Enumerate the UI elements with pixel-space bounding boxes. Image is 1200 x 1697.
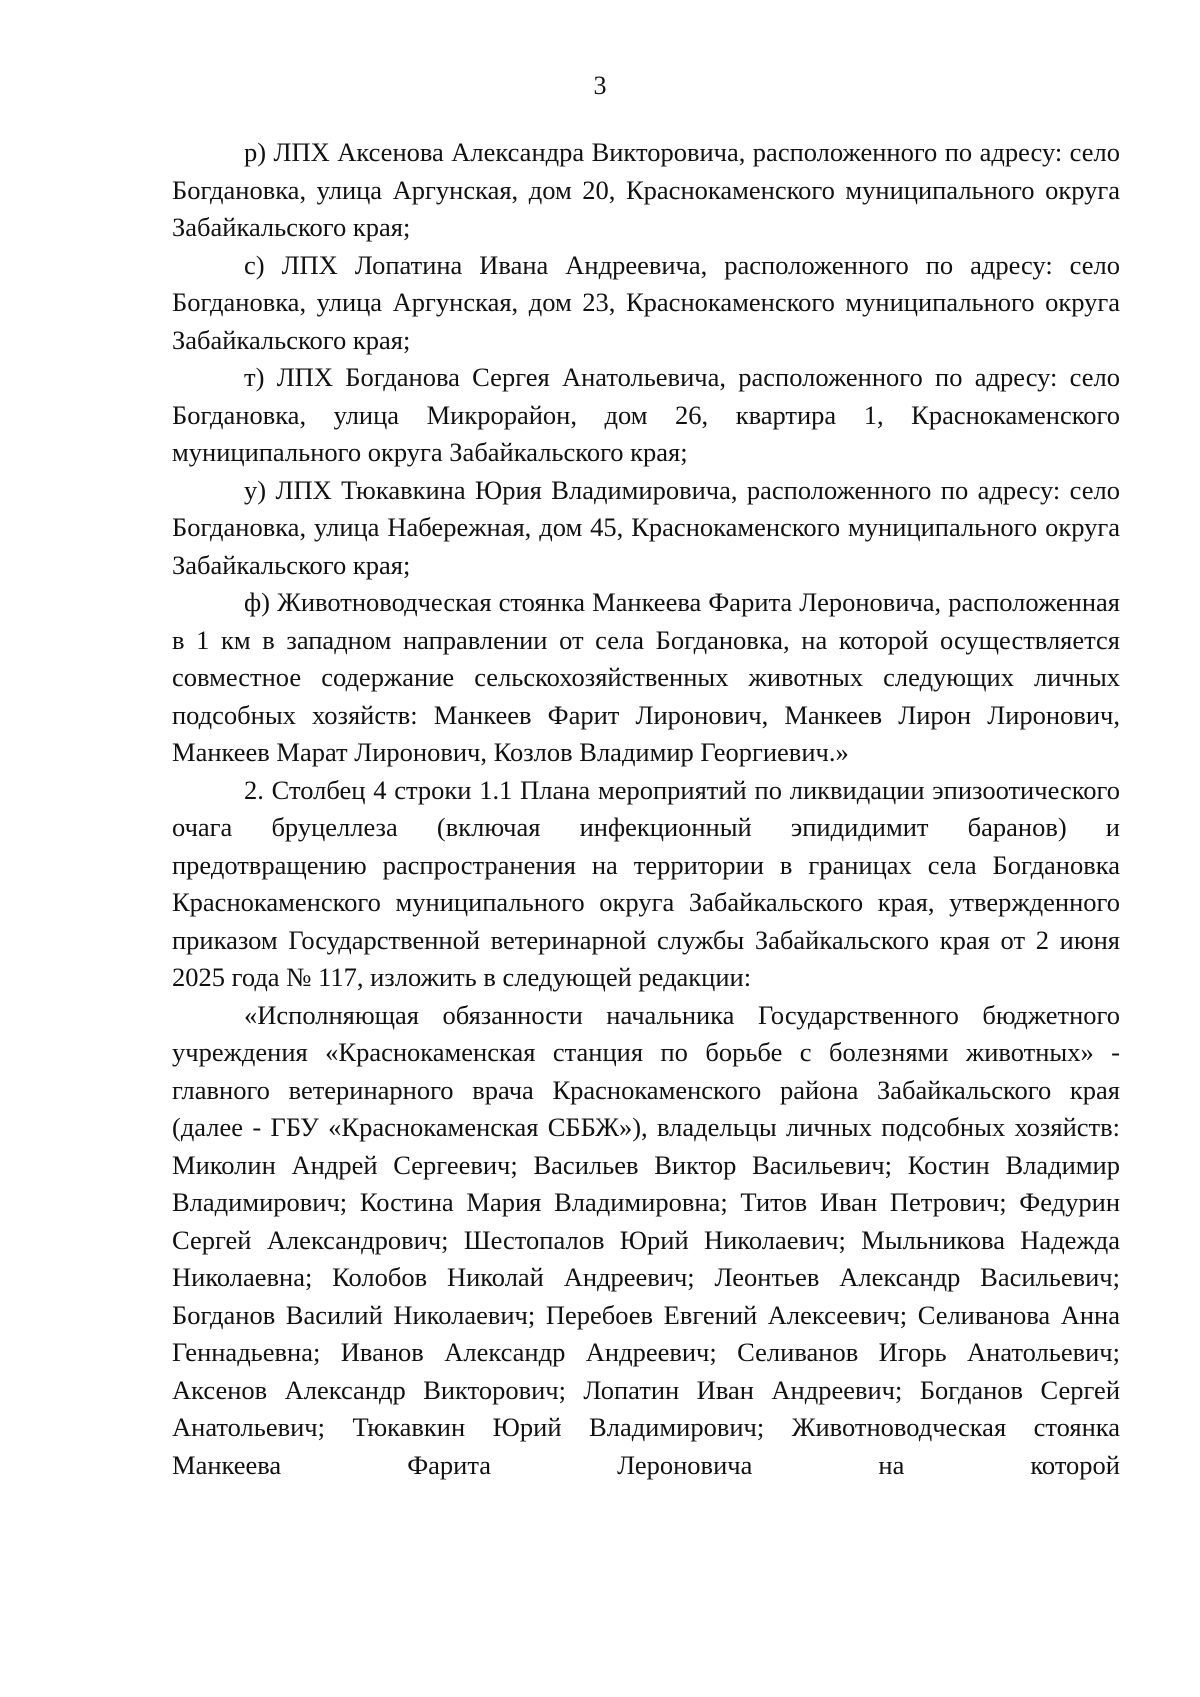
paragraph-point-2: 2. Столбец 4 строки 1.1 Плана мероприятий по ликвидации эпизоотического очага бруцеллеза (включая инфекционный эпидидимит баранов) и предотвращению распространения на территории в границах села Богдановка Краснокаменского муниципального округа Забайкальского края, утвержденного приказом Государственной ветеринарной службы Забайкальского края от 2 июня 2025 года № 117, изложить в следующей редакции:	[172, 774, 1120, 992]
paragraph-item-s: с) ЛПХ Лопатина Ивана Андреевича, расположенного по адресу: село Богдановка, улица Аргунская, дом 23, Краснокаменского муниципального округа Забайкальского края;	[172, 249, 1120, 355]
paragraph-item-t: т) ЛПХ Богданова Сергея Анатольевича, расположенного по адресу: село Богдановка, улица Микрорайон, дом 26, квартира 1, Краснокаменского муниципального округа Забайкальского края;	[172, 362, 1120, 467]
paragraph-item-r: р) ЛПХ Аксенова Александра Викторовича, расположенного по адресу: село Богдановка, улица Аргунская, дом 20, Краснокаменского муниципального округа Забайкальского края;	[172, 137, 1120, 242]
page-number: 3	[593, 71, 607, 100]
paragraph-item-f: ф) Животноводческая стоянка Манкеева Фарита Лероновича, расположенная в 1 км в западном направлении от села Богдановка, на которой осуществляется совместное содержание сельскохозяйственных животных следующих личных подсобных хозяйств: Манкеев Фарит Лиронович, Манкеев Лирон Лиронович, Манкеев Марат Лиронович, Козлов Владимир Георгиевич.»	[172, 587, 1120, 767]
paragraph-item-u: у) ЛПХ Тюкавкина Юрия Владимировича, расположенного по адресу: село Богдановка, улица Набережная, дом 45, Краснокаменского муниципального округа Забайкальского края;	[172, 474, 1120, 580]
document-body	[172, 134, 1120, 1484]
paragraph-new-wording: «Исполняющая обязанности начальника Государственного бюджетного учреждения «Краснокаменская станция по борьбе с болезнями животных» - главного ветеринарного врача Краснокаменского района Забайкальского края (далее - ГБУ «Краснокаменская СББЖ»), владельцы личных подсобных хозяйств: Миколин Андрей Сергеевич; Васильев Виктор Васильевич; Костин Владимир Владимирович; Костина Мария Владимировна; Титов Иван Петрович; Федурин Сергей Александрович; Шестопалов Юрий Николаевич; Мыльникова Надежда Николаевна; Колобов Николай Андреевич; Леонтьев Александр Васильевич; Богданов Василий Николаевич; Перебоев Евгений Алексеевич; Селиванова Анна Геннадьевна; Иванов Александр Андреевич; Селиванов Игорь Анатольевич; Аксенов Александр Викторович; Лопатин Иван Андреевич; Богданов Сергей Анатольевич; Тюкавкин Юрий Владимирович; Животноводческая стоянка Манкеева Фарита Лероновича на которой	[172, 999, 1120, 1480]
